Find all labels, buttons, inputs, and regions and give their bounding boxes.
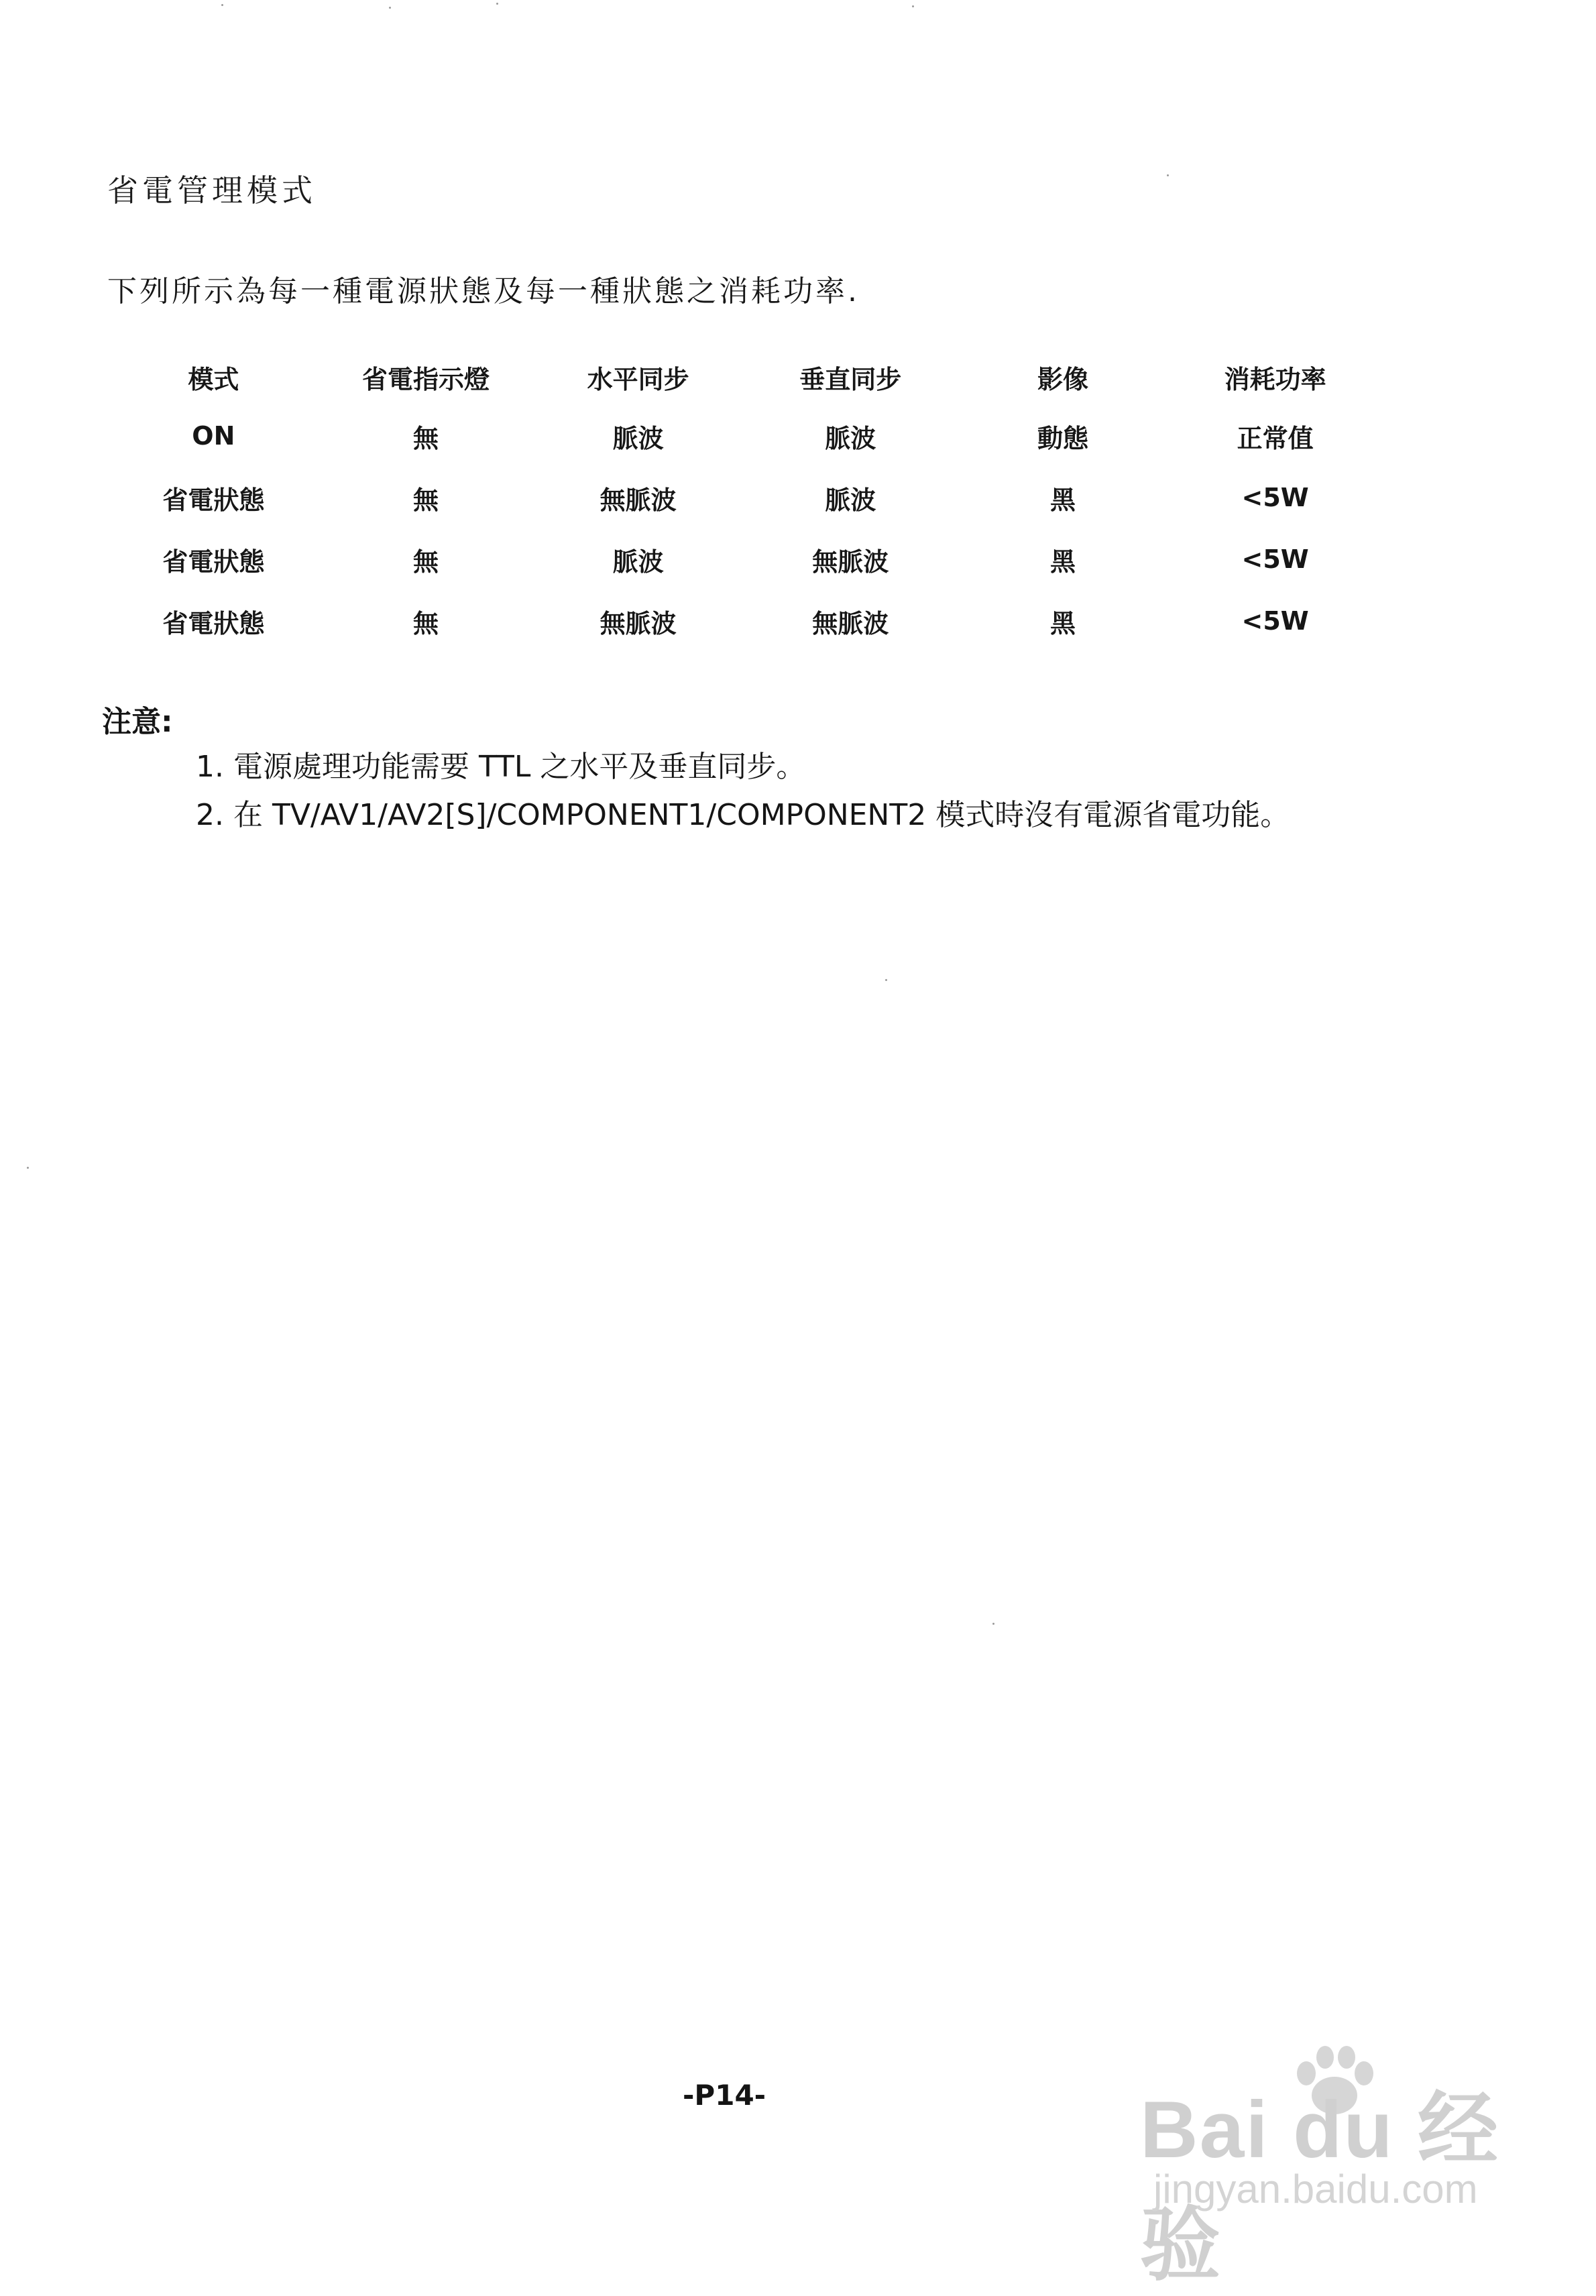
- table-row: [107, 467, 1381, 528]
- page-number: -P14-: [683, 2079, 766, 2112]
- table-cell: 無: [412, 423, 439, 453]
- table-cell: 脈波: [825, 423, 876, 453]
- table-cell: 無: [412, 485, 439, 515]
- notes-title: 注意:: [102, 705, 173, 739]
- scan-speck: [221, 4, 223, 6]
- note-item: 2. 在 TV/AV1/AV2[S]/COMPONENT1/COMPONENT2 模式時沒有電源省電功能。: [196, 798, 1290, 832]
- table-header-cell: 省電指示燈: [361, 364, 490, 394]
- notes-list: [196, 743, 1290, 840]
- watermark-url: jingyan.baidu.com: [1153, 2167, 1478, 2212]
- table-cell: 無: [412, 608, 439, 638]
- table-cell: 脈波: [612, 547, 664, 577]
- scan-speck: [27, 1167, 29, 1169]
- scan-speck: [885, 979, 887, 981]
- power-mode-table: [107, 349, 1381, 652]
- table-cell: 省電狀態: [162, 547, 265, 577]
- table-cell: 省電狀態: [162, 485, 265, 515]
- table-header-cell: 模式: [188, 364, 239, 394]
- table-row: [107, 590, 1381, 652]
- baidu-jingyan-watermark: [1140, 2039, 1556, 2290]
- table-cell: <5W: [1241, 483, 1309, 512]
- note-item: 1. 電源處理功能需要 TTL 之水平及垂直同步。: [196, 750, 806, 784]
- table-cell: 黑: [1049, 547, 1076, 577]
- table-cell: 正常值: [1237, 423, 1314, 453]
- table-row: [107, 528, 1381, 590]
- scan-speck: [992, 1623, 994, 1625]
- table-cell: 脈波: [825, 485, 876, 515]
- table-cell: 動態: [1037, 423, 1088, 453]
- scan-speck: [496, 3, 498, 5]
- table-cell: 無脈波: [600, 485, 677, 515]
- table-cell: 無脈波: [600, 608, 677, 638]
- page-title: 省電管理模式: [107, 172, 317, 209]
- table-row: [107, 405, 1381, 467]
- table-cell: 無脈波: [812, 608, 889, 638]
- table-cell: 黑: [1049, 608, 1076, 638]
- table-cell: 黑: [1049, 485, 1076, 515]
- scan-speck: [1167, 174, 1169, 176]
- table-header-cell: 影像: [1037, 364, 1088, 394]
- scan-speck: [912, 5, 914, 7]
- table-cell: 省電狀態: [162, 608, 265, 638]
- table-header-cell: 水平同步: [587, 364, 689, 394]
- table-header-row: [107, 349, 1381, 405]
- intro-text: 下列所示為每一種電源狀態及每一種狀態之消耗功率.: [107, 274, 860, 308]
- table-cell: ON: [192, 421, 235, 451]
- table-cell: 脈波: [612, 423, 664, 453]
- table-cell: <5W: [1241, 606, 1309, 636]
- table-cell: <5W: [1241, 544, 1309, 574]
- scan-speck: [389, 7, 391, 9]
- table-cell: 無脈波: [812, 547, 889, 577]
- table-header-cell: 消耗功率: [1224, 364, 1326, 394]
- watermark-logo-text: Bai du 经验: [1140, 2085, 1500, 2290]
- table-cell: 無: [412, 547, 439, 577]
- table-header-cell: 垂直同步: [799, 364, 902, 394]
